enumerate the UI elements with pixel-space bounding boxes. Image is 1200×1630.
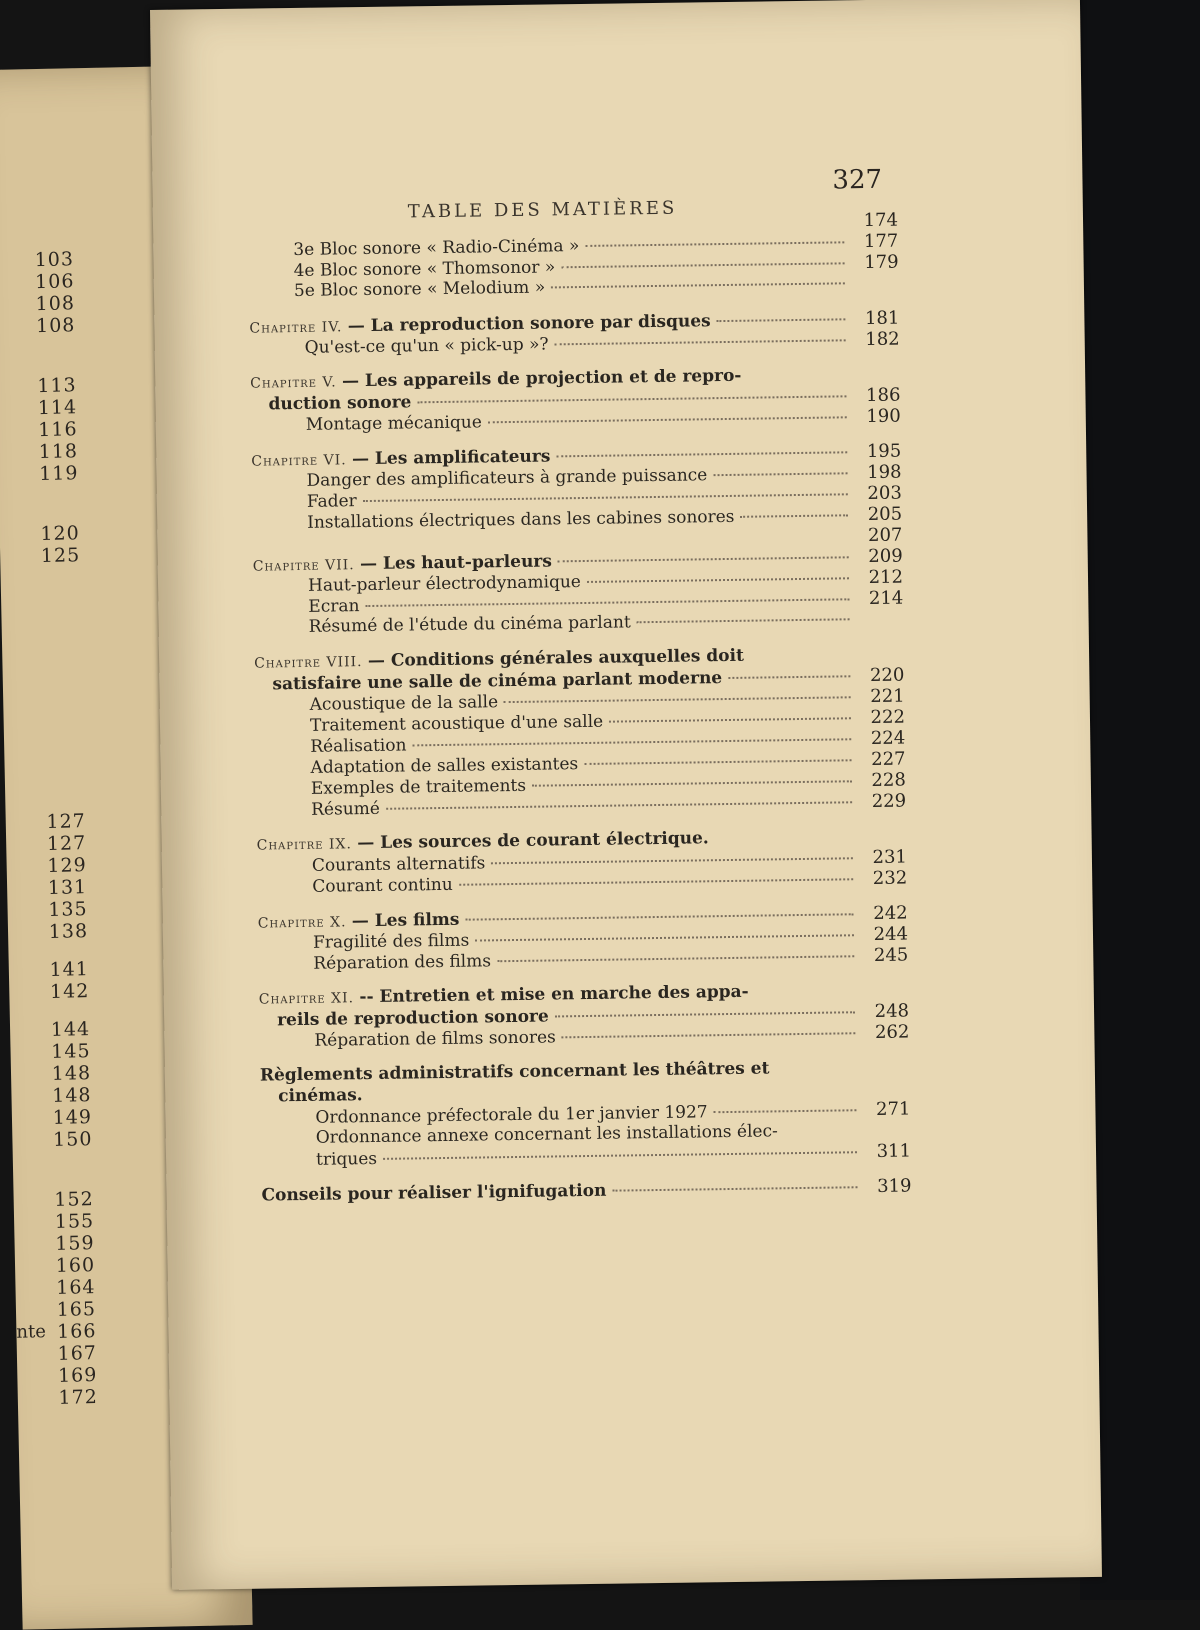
chapter-label: Chapitre IX.: [256, 836, 353, 854]
leader-dots: [585, 241, 844, 247]
chapter-label: Chapitre XI.: [258, 990, 355, 1008]
toc-page: 221: [870, 685, 905, 708]
left-page-number: 135: [48, 898, 88, 921]
leader-dots: [714, 1109, 857, 1113]
toc-page: 190: [866, 405, 901, 428]
left-page-number: 118: [38, 440, 79, 464]
leader-dots: [717, 318, 846, 322]
left-page-number: 149: [52, 1106, 93, 1129]
page-number: 327: [832, 164, 883, 196]
left-page-number: 127: [46, 810, 86, 833]
leader-dots: [612, 1186, 857, 1191]
toc-page: 242: [873, 902, 908, 924]
toc-page: 271: [875, 1098, 911, 1120]
running-head: TABLE DES MATIÈRES: [407, 197, 678, 223]
toc-page: 179: [864, 251, 899, 274]
chapter-title: — Les amplificateurs: [351, 446, 551, 470]
left-page-number: 120: [40, 522, 80, 546]
toc-page: 177: [863, 230, 899, 253]
toc-text: Fragilité des films: [312, 930, 470, 953]
left-page-number: 116: [38, 418, 78, 442]
toc-page: 195: [866, 440, 902, 463]
toc-text: Adaptation de salles existantes: [310, 754, 579, 778]
leader-dots: [555, 339, 846, 345]
left-page-number: 138: [48, 920, 89, 943]
toc-page: 245: [873, 944, 909, 966]
leader-dots: [386, 801, 852, 810]
left-page-fragment: nte: [16, 1321, 47, 1343]
left-page-number: 152: [54, 1188, 94, 1211]
left-page-number: 169: [57, 1364, 98, 1387]
toc-text: Haut-parleur électrodynamique: [307, 572, 582, 596]
left-page-number: 103: [34, 248, 75, 272]
chapter-label: Chapitre VII.: [252, 557, 355, 575]
toc-page: 209: [868, 545, 903, 568]
toc-text: Danger des amplificateurs à grande puissance: [306, 465, 708, 491]
chapter-title: — Les appareils de projection et de repro-: [341, 365, 742, 392]
chapter-title-cont: duction sonore: [268, 392, 412, 415]
toc-page: 224: [870, 727, 906, 750]
toc-page: 181: [864, 307, 900, 330]
toc-page: [851, 288, 899, 289]
table-of-contents: [248, 210, 912, 1206]
toc-page: 182: [865, 328, 900, 351]
left-page-number: 127: [46, 832, 87, 855]
toc-text: Acoustique de la salle: [309, 692, 499, 715]
leader-dots: [558, 556, 849, 562]
leader-dots: [365, 598, 849, 607]
toc-page: 228: [871, 769, 906, 792]
left-page-number: 144: [50, 1018, 91, 1041]
toc-page: 248: [874, 1000, 910, 1022]
toc-text: Montage mécanique: [305, 412, 482, 435]
chapter-title: -- Entretien et mise en marche des appa-: [359, 981, 749, 1008]
toc-text: Réalisation: [310, 735, 407, 757]
toc-page: 207: [867, 524, 903, 547]
left-page-number: 150: [52, 1128, 93, 1151]
toc-text: 5e Bloc sonore « Melodium »: [293, 277, 546, 302]
left-page-number: 155: [54, 1210, 95, 1233]
leader-dots: [383, 1151, 857, 1160]
left-page-number: 131: [47, 876, 88, 899]
toc-text: Réparation de films sonores: [314, 1027, 556, 1051]
toc-text: Ordonnance annexe concernant les installations élec-: [315, 1121, 778, 1148]
left-page-number: 148: [51, 1062, 92, 1085]
left-page-number: 106: [34, 270, 75, 294]
section-title: Conseils pour réaliser l'ignifugation: [261, 1180, 607, 1206]
chapter-title: — Conditions générales auxquelles doit: [367, 645, 744, 672]
chapter-label: Chapitre X.: [257, 914, 347, 932]
right-page: [150, 0, 1102, 1590]
toc-page: [856, 624, 904, 625]
left-page-number: 108: [35, 314, 76, 338]
leader-dots: [740, 514, 848, 518]
leader-dots: [532, 780, 852, 786]
leader-dots: [412, 738, 851, 746]
toc-page: 186: [865, 384, 901, 407]
left-page-number: 167: [57, 1342, 98, 1365]
toc-text: 3e Bloc sonore « Radio-Cinéma »: [293, 236, 580, 261]
toc-page: 311: [876, 1140, 912, 1162]
leader-dots: [488, 416, 847, 423]
toc-text: Installations électriques dans les cabines sonores: [307, 506, 735, 533]
toc-text: Ecran: [308, 596, 360, 617]
toc-page: 262: [874, 1021, 910, 1043]
left-page-number: 165: [56, 1298, 97, 1321]
leader-dots: [363, 493, 848, 502]
leader-dots: [637, 618, 850, 623]
leader-dots: [459, 878, 853, 886]
toc-page: 229: [871, 790, 907, 812]
toc-text: 4e Bloc sonore « Thomsonor »: [293, 257, 556, 282]
left-page-number: 148: [52, 1084, 92, 1107]
chapter-title: — Les haut-parleurs: [359, 551, 553, 575]
toc-page: 319: [876, 1175, 912, 1197]
leader-dots: [562, 1032, 856, 1038]
left-page-number: 108: [35, 292, 76, 316]
chapter-label: Chapitre IV.: [249, 319, 343, 337]
leader-dots: [465, 913, 853, 920]
toc-text: Réparation des films: [313, 951, 492, 974]
leader-dots: [713, 472, 847, 476]
leader-dots: [609, 717, 851, 722]
left-page-number: 145: [51, 1040, 91, 1063]
toc-text: Courant continu: [312, 874, 453, 897]
leader-dots: [728, 675, 850, 679]
leader-dots: [475, 934, 854, 941]
toc-text: Fader: [306, 491, 357, 512]
toc-page: 244: [873, 923, 909, 945]
left-page-number: 164: [56, 1276, 96, 1299]
left-page-number: 172: [58, 1386, 99, 1409]
toc-page: 220: [869, 664, 905, 687]
left-page-number: 114: [37, 396, 78, 420]
leader-dots: [556, 451, 847, 457]
chapter-title-cont: reils de reproduction sonore: [276, 1006, 549, 1031]
left-page-number: 129: [47, 854, 87, 877]
toc-text: Qu'est-ce qu'un « pick-up »?: [304, 334, 549, 358]
left-page-number: 119: [38, 462, 79, 486]
toc-page: 212: [868, 566, 904, 589]
toc-page: 203: [867, 482, 902, 505]
left-page-number: 166: [56, 1320, 97, 1343]
leader-dots: [417, 395, 846, 403]
left-page-number: 113: [37, 374, 77, 398]
chapter-label: Chapitre VIII.: [254, 654, 363, 672]
toc-text: Courants alternatifs: [311, 853, 486, 876]
leader-dots: [584, 759, 851, 765]
left-page-number: 141: [49, 958, 90, 981]
toc-page: 222: [870, 706, 906, 729]
toc-page: 227: [871, 748, 906, 771]
leader-dots: [561, 262, 844, 268]
section-title: Règlements administratifs concernant les théâtres et: [259, 1058, 770, 1086]
toc-page: 231: [872, 846, 908, 868]
toc-text: Ordonnance préfectorale du 1er janvier 1927: [315, 1102, 708, 1128]
toc-text: Résumé: [311, 798, 381, 820]
toc-page: 198: [867, 461, 902, 484]
chapter-title-cont: satisfaire une salle de cinéma parlant moderne: [272, 668, 723, 695]
toc-page: 214: [868, 587, 904, 610]
chapter-label: Chapitre VI.: [251, 452, 347, 470]
leader-dots: [491, 857, 853, 864]
chapter-title: — Les films: [351, 909, 460, 932]
left-page-number: 142: [49, 980, 90, 1003]
toc-text: Traitement acoustique d'une salle: [309, 711, 604, 736]
left-page-number: 160: [55, 1254, 96, 1277]
toc-page: 174: [863, 209, 899, 232]
left-page-number: 159: [55, 1232, 95, 1255]
toc-page: 232: [872, 867, 908, 889]
chapter-title: — La reproduction sonore par disques: [347, 311, 711, 337]
toc-page: 205: [867, 503, 903, 526]
leader-dots: [587, 577, 849, 583]
chapter-title: — Les sources de courant électrique.: [357, 828, 709, 854]
toc-text: Exemples de traitements: [310, 775, 527, 799]
leader-dots: [555, 1011, 855, 1017]
leader-dots: [551, 282, 845, 288]
left-page-number: 125: [40, 544, 81, 568]
section-title-cont: cinémas.: [278, 1085, 363, 1107]
chapter-label: Chapitre V.: [250, 374, 337, 392]
toc-text-cont: triques: [315, 1148, 378, 1170]
leader-dots: [504, 696, 851, 703]
toc-text: Résumé de l'étude du cinéma parlant: [308, 612, 631, 637]
leader-dots: [497, 955, 854, 962]
